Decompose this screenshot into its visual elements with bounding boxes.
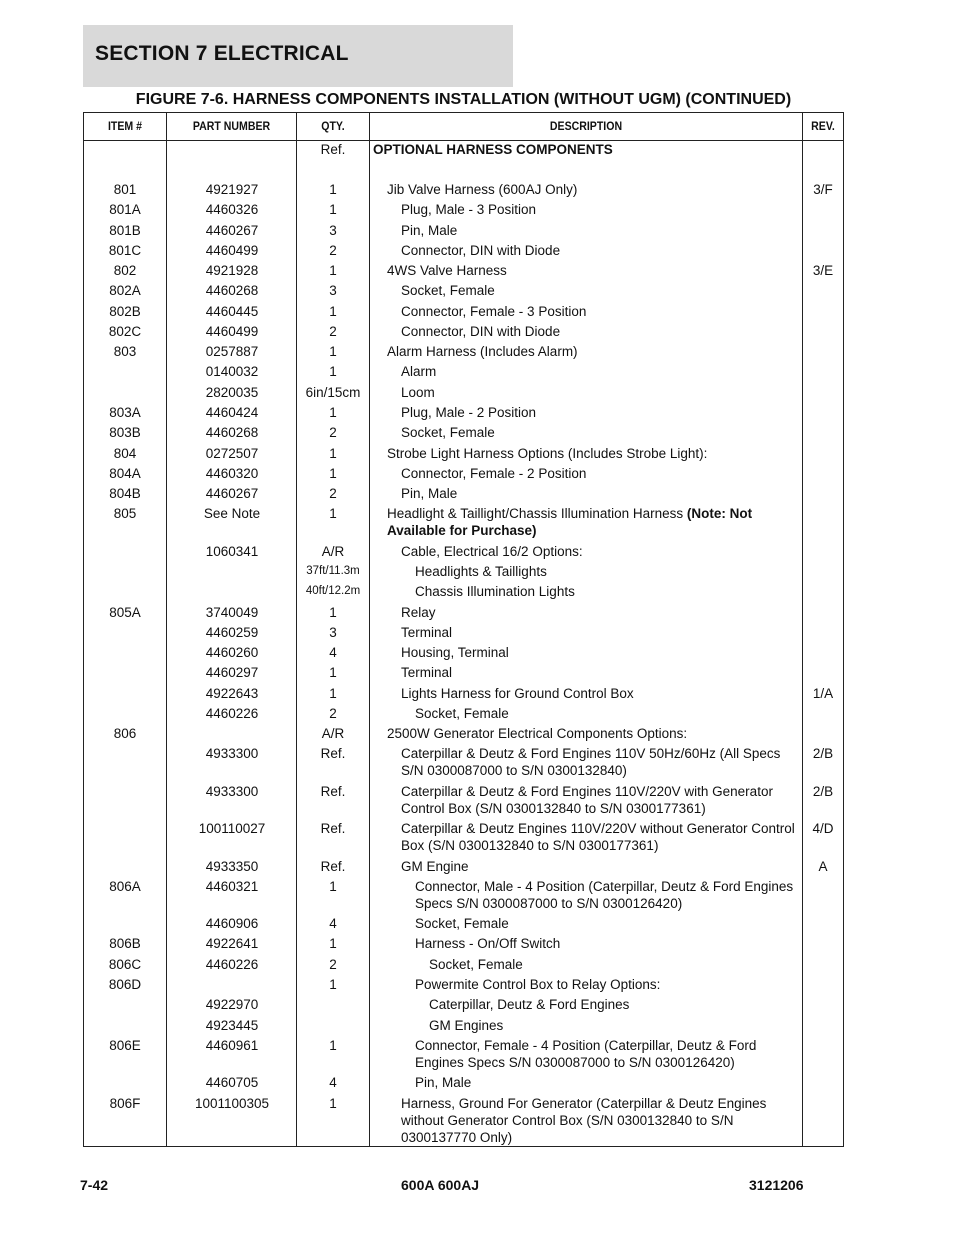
description xyxy=(373,262,803,279)
description xyxy=(373,505,803,539)
item-number: 802C xyxy=(108,324,142,339)
quantity: 1 xyxy=(329,405,337,420)
description-text: Connector, DIN with Diode xyxy=(401,243,561,258)
part-number: 1060341 xyxy=(205,544,259,559)
model-name: 600A 600AJ xyxy=(401,1177,480,1193)
column-header-item: ITEM # xyxy=(107,119,143,133)
description-text: Cable, Electrical 16/2 Options: xyxy=(401,544,583,559)
description xyxy=(373,323,803,340)
description-text: Connector, Male - 4 Position (Caterpillar, Deutz & Ford Engines Specs S/N 0300087000 to S/N 0300126420) xyxy=(415,879,794,911)
column-header-description: DESCRIPTION xyxy=(549,119,623,133)
part-number: 4460226 xyxy=(205,957,259,972)
description xyxy=(373,820,803,854)
description xyxy=(373,1037,803,1071)
description xyxy=(373,242,803,259)
part-number: 3740049 xyxy=(205,605,259,620)
description-text: 2500W Generator Electrical Components Options: xyxy=(387,726,688,741)
description xyxy=(373,343,803,360)
column-header-qty: QTY. xyxy=(321,119,345,133)
description xyxy=(373,404,803,421)
description xyxy=(373,445,803,462)
description-text: Connector, DIN with Diode xyxy=(401,324,561,339)
description xyxy=(373,996,803,1013)
description xyxy=(373,956,803,973)
quantity: 2 xyxy=(329,706,337,721)
description-text: Caterpillar & Deutz & Ford Engines 110V/220V with Generator Control Box (S/N 0300132840 to S/N 0300177361) xyxy=(401,784,773,816)
part-number: 4921928 xyxy=(205,263,259,278)
part-number: 4460445 xyxy=(205,304,259,319)
part-number: 4460267 xyxy=(205,486,259,501)
column-header-rev: REV. xyxy=(811,119,835,133)
part-number: 0272507 xyxy=(205,446,259,461)
part-number: 4922643 xyxy=(205,686,259,701)
quantity: 3 xyxy=(329,283,337,298)
part-number: 4460268 xyxy=(205,425,259,440)
description xyxy=(373,141,803,158)
quantity: Ref. xyxy=(320,142,346,157)
revision: A xyxy=(818,859,828,874)
description xyxy=(373,424,803,441)
quantity: 4 xyxy=(329,645,337,660)
description-text: OPTIONAL HARNESS COMPONENTS xyxy=(373,142,613,157)
revision: 4/D xyxy=(812,821,834,836)
description-text: Harness - On/Off Switch xyxy=(415,936,561,951)
description-text: GM Engines xyxy=(429,1018,504,1033)
description xyxy=(373,363,803,380)
item-number: 801 xyxy=(113,182,137,197)
quantity: 2 xyxy=(329,486,337,501)
part-number: 4460268 xyxy=(205,283,259,298)
item-number: 801A xyxy=(109,202,141,217)
description-text: Connector, Female - 4 Position (Caterpillar, Deutz & Ford Engines Specs S/N 0300087000 to S/N 0300126420) xyxy=(415,1038,757,1070)
figure-title: FIGURE 7-6. HARNESS COMPONENTS INSTALLATION (WITHOUT UGM) (CONTINUED) xyxy=(135,91,792,108)
quantity: 1 xyxy=(329,1096,337,1111)
description-text: Relay xyxy=(401,605,436,620)
part-number: 4460297 xyxy=(205,665,259,680)
description xyxy=(373,976,803,993)
description xyxy=(373,282,803,299)
item-number: 803 xyxy=(113,344,137,359)
item-number: 804 xyxy=(113,446,137,461)
part-number: 4460705 xyxy=(205,1075,259,1090)
item-number: 806B xyxy=(109,936,141,951)
description xyxy=(373,664,803,681)
description xyxy=(373,1095,803,1146)
description xyxy=(373,685,803,702)
description-text: Chassis Illumination Lights xyxy=(415,584,575,599)
quantity: A/R xyxy=(321,726,345,741)
description xyxy=(373,935,803,952)
description-text: Plug, Male - 2 Position xyxy=(401,405,537,420)
quantity: 40ft/12.2m xyxy=(305,585,361,597)
description-text: Socket, Female xyxy=(429,957,523,972)
part-number: 4460424 xyxy=(205,405,259,420)
description-text: Headlight & Taillight/Chassis Illumination Harness xyxy=(387,506,687,521)
description-text: Caterpillar & Deutz & Ford Engines 110V 50Hz/60Hz (All Specs S/N 0300087000 to S/N 0300132840) xyxy=(401,746,781,778)
quantity: 1 xyxy=(329,182,337,197)
quantity: 1 xyxy=(329,263,337,278)
part-number: 4460226 xyxy=(205,706,259,721)
quantity: 1 xyxy=(329,202,337,217)
item-number: 802B xyxy=(109,304,141,319)
description-text: Powermite Control Box to Relay Options: xyxy=(415,977,661,992)
quantity: 2 xyxy=(329,243,337,258)
description-text: Housing, Terminal xyxy=(401,645,509,660)
item-number: 806E xyxy=(109,1038,141,1053)
quantity: 6in/15cm xyxy=(305,385,361,400)
quantity: 1 xyxy=(329,665,337,680)
revision: 2/B xyxy=(812,746,834,761)
quantity: 37ft/11.3m xyxy=(306,565,360,577)
item-number: 802 xyxy=(113,263,137,278)
item-number: 805A xyxy=(109,605,141,620)
quantity: 1 xyxy=(329,1038,337,1053)
item-number: 806A xyxy=(109,879,141,894)
description-text: Pin, Male xyxy=(401,223,458,238)
part-number: 4460906 xyxy=(205,916,259,931)
description-text: Loom xyxy=(401,385,435,400)
part-number: 4460326 xyxy=(205,202,259,217)
description-text: Pin, Male xyxy=(401,486,458,501)
part-number: 100110027 xyxy=(198,821,266,836)
description xyxy=(373,725,803,742)
document-number: 3121206 xyxy=(749,1177,804,1193)
item-number: 804B xyxy=(109,486,141,501)
description-text: Terminal xyxy=(401,625,453,640)
part-number: 4460320 xyxy=(205,466,259,481)
description-text: Plug, Male - 3 Position xyxy=(401,202,537,217)
description xyxy=(373,624,803,641)
revision: 3/F xyxy=(813,182,833,197)
quantity: 1 xyxy=(329,466,337,481)
description-text: Socket, Female xyxy=(415,706,509,721)
quantity: 1 xyxy=(329,605,337,620)
item-number: 804A xyxy=(109,466,141,481)
description-text: Alarm xyxy=(401,364,437,379)
quantity: 1 xyxy=(329,686,337,701)
part-number: 4460499 xyxy=(205,243,259,258)
description xyxy=(373,543,803,560)
quantity: Ref. xyxy=(320,784,346,799)
section-title: SECTION 7 ELECTRICAL xyxy=(95,42,349,65)
description-text: Connector, Female - 2 Position xyxy=(401,466,587,481)
part-number: 4933350 xyxy=(205,859,259,874)
description-text: Strobe Light Harness Options (Includes Strobe Light): xyxy=(387,446,708,461)
quantity: 1 xyxy=(329,506,337,521)
quantity: 1 xyxy=(329,304,337,319)
description xyxy=(373,201,803,218)
item-number: 806D xyxy=(108,977,142,992)
part-number: 1001100305 xyxy=(194,1096,270,1111)
description-text: Terminal xyxy=(401,665,453,680)
description xyxy=(373,485,803,502)
part-number: 4460267 xyxy=(205,223,259,238)
description-text: Connector, Female - 3 Position xyxy=(401,304,587,319)
description-note: (Note: Not Available for Purchase) xyxy=(387,506,753,538)
revision: 1/A xyxy=(812,686,834,701)
description-text: Jib Valve Harness (600AJ Only) xyxy=(387,182,578,197)
description-text: Pin, Male xyxy=(415,1075,472,1090)
description xyxy=(373,915,803,932)
revision: 2/B xyxy=(812,784,834,799)
part-number: 4933300 xyxy=(205,784,259,799)
item-number: 801C xyxy=(108,243,142,258)
description xyxy=(373,465,803,482)
description-text: Socket, Female xyxy=(401,283,495,298)
description xyxy=(373,878,803,912)
description xyxy=(373,1074,803,1091)
description xyxy=(373,644,803,661)
quantity: 2 xyxy=(329,324,337,339)
quantity: 1 xyxy=(329,344,337,359)
item-number: 806 xyxy=(113,726,137,741)
quantity: 3 xyxy=(329,223,337,238)
quantity: Ref. xyxy=(320,859,346,874)
page-number: 7-42 xyxy=(80,1177,109,1193)
description-text: Headlights & Taillights xyxy=(415,564,547,579)
part-number: 4460259 xyxy=(205,625,259,640)
description xyxy=(373,303,803,320)
parts-table xyxy=(83,112,844,1147)
quantity: Ref. xyxy=(320,746,346,761)
description-text: GM Engine xyxy=(401,859,469,874)
description xyxy=(373,783,803,817)
description-text: 4WS Valve Harness xyxy=(387,263,507,278)
part-number: 4933300 xyxy=(205,746,259,761)
part-number: 4460961 xyxy=(205,1038,259,1053)
description xyxy=(373,583,803,600)
quantity: Ref. xyxy=(320,821,346,836)
description xyxy=(373,181,803,198)
description xyxy=(373,1017,803,1034)
description-text: Caterpillar & Deutz Engines 110V/220V without Generator Control Box (S/N 0300132840 to S/N 0300177361) xyxy=(401,821,795,853)
item-number: 802A xyxy=(109,283,141,298)
quantity: 2 xyxy=(329,425,337,440)
part-number: 4922970 xyxy=(205,997,259,1012)
description xyxy=(373,384,803,401)
column-divider xyxy=(369,113,370,1146)
column-header-part-number: PART NUMBER xyxy=(192,119,271,133)
description-text: Lights Harness for Ground Control Box xyxy=(401,686,634,701)
description xyxy=(373,604,803,621)
part-number: 4921927 xyxy=(205,182,259,197)
description xyxy=(373,705,803,722)
item-number: 805 xyxy=(113,506,137,521)
item-number: 803A xyxy=(109,405,141,420)
part-number: 4460499 xyxy=(205,324,259,339)
description-text: Harness, Ground For Generator (Caterpillar & Deutz Engines without Generator Control Box (S/N 0300132840 to S/N 0300137770 Only) xyxy=(401,1096,767,1145)
description xyxy=(373,222,803,239)
part-number: 4460260 xyxy=(205,645,259,660)
description-text: Caterpillar, Deutz & Ford Engines xyxy=(429,997,630,1012)
part-number: 4923445 xyxy=(205,1018,259,1033)
quantity: 4 xyxy=(329,1075,337,1090)
part-number: 0140032 xyxy=(205,364,259,379)
description xyxy=(373,563,803,580)
description-text: Alarm Harness (Includes Alarm) xyxy=(387,344,578,359)
quantity: 3 xyxy=(329,625,337,640)
quantity: 1 xyxy=(329,446,337,461)
part-number: 2820035 xyxy=(205,385,259,400)
quantity: 1 xyxy=(329,977,337,992)
part-number: 4460321 xyxy=(205,879,259,894)
quantity: 1 xyxy=(329,936,337,951)
quantity: 2 xyxy=(329,957,337,972)
part-number: See Note xyxy=(203,506,261,521)
description-text: Socket, Female xyxy=(401,425,495,440)
item-number: 806C xyxy=(108,957,142,972)
description xyxy=(373,745,803,779)
item-number: 806F xyxy=(109,1096,141,1111)
part-number: 4922641 xyxy=(205,936,259,951)
quantity: A/R xyxy=(321,544,345,559)
quantity: 1 xyxy=(329,364,337,379)
quantity: 4 xyxy=(329,916,337,931)
item-number: 801B xyxy=(109,223,141,238)
part-number: 0257887 xyxy=(205,344,259,359)
description xyxy=(373,858,803,875)
item-number: 803B xyxy=(109,425,141,440)
revision: 3/E xyxy=(812,263,834,278)
description-text: Socket, Female xyxy=(415,916,509,931)
quantity: 1 xyxy=(329,879,337,894)
